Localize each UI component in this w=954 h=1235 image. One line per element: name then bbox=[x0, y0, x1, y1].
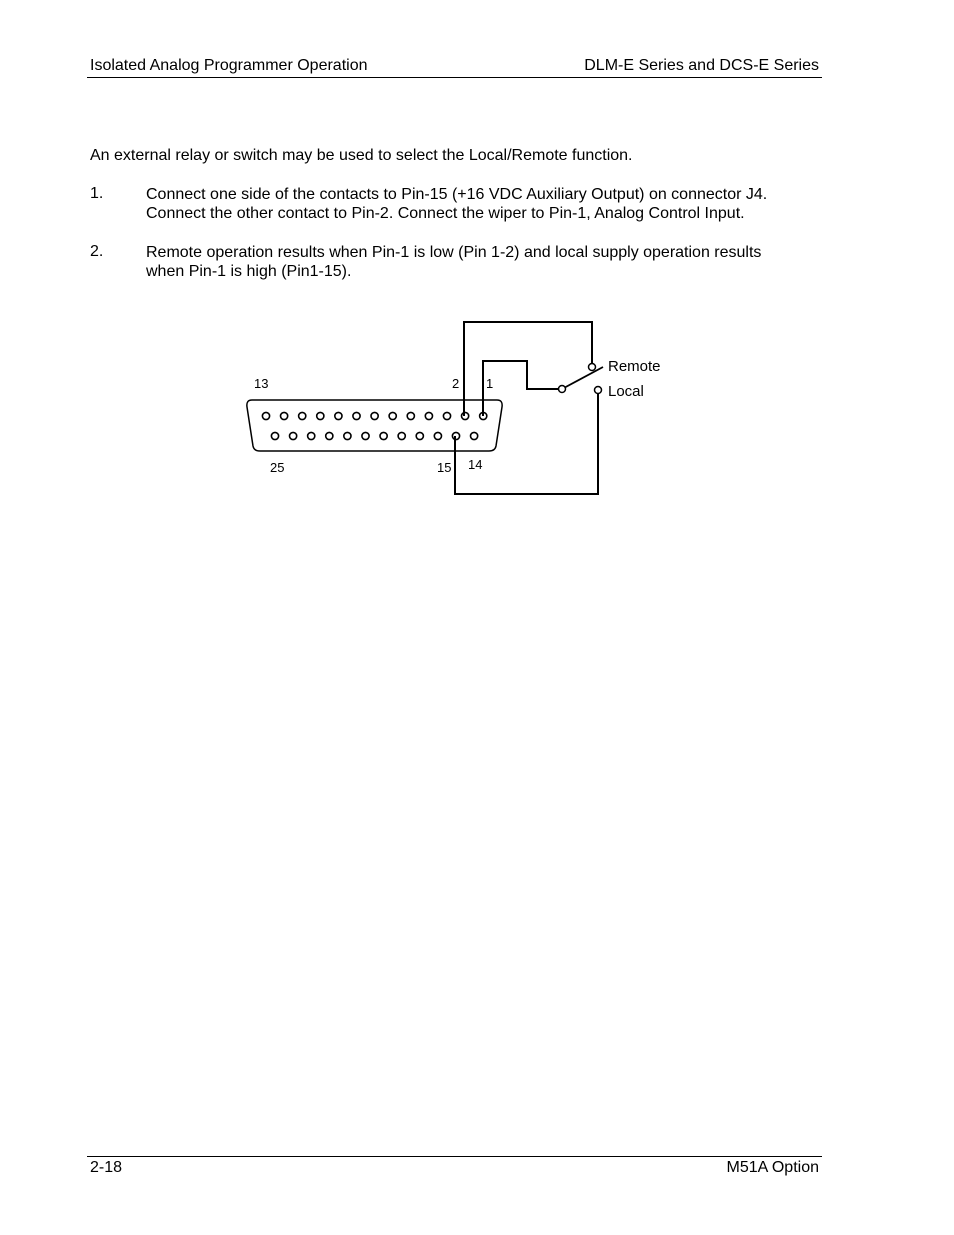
connector-pin bbox=[371, 412, 378, 419]
connector-pin bbox=[389, 412, 396, 419]
connector-pin bbox=[362, 432, 369, 439]
footer-rule bbox=[87, 1156, 822, 1157]
connector-pin bbox=[335, 412, 342, 419]
connector-pin bbox=[317, 412, 324, 419]
switch-local-contact bbox=[595, 387, 602, 394]
connector-pin bbox=[380, 432, 387, 439]
pin-label-14: 14 bbox=[468, 457, 483, 472]
connector-pin bbox=[398, 432, 405, 439]
connector-pin bbox=[471, 432, 478, 439]
connector-pin bbox=[353, 412, 360, 419]
pin-label-13: 13 bbox=[254, 376, 269, 391]
pin-label-25: 25 bbox=[270, 460, 285, 475]
connector-pin-row-top bbox=[262, 412, 486, 419]
pin-label-15: 15 bbox=[437, 460, 452, 475]
switch-wiper-arm bbox=[562, 367, 603, 389]
switch-label-local: Local bbox=[608, 383, 644, 400]
connector-pin bbox=[299, 412, 306, 419]
connector-pin bbox=[407, 412, 414, 419]
connector-pin bbox=[326, 432, 333, 439]
switch-wiper-terminal bbox=[559, 386, 566, 393]
wire-pin1-to-wiper bbox=[483, 361, 562, 416]
connector-pin bbox=[416, 432, 423, 439]
step-line: when Pin-1 is high (Pin1-15). bbox=[146, 263, 352, 280]
switch-label-remote: Remote bbox=[608, 358, 661, 375]
step-line: Connect one side of the contacts to Pin-15 (+16 VDC Auxiliary Output) on connector J4. bbox=[146, 186, 768, 203]
wire-pin15-to-local bbox=[455, 394, 598, 494]
connector-pin bbox=[443, 412, 450, 419]
connector-pin bbox=[462, 412, 469, 419]
connector-pin bbox=[308, 432, 315, 439]
header-title-right: DLM-E Series and DCS-E Series bbox=[584, 57, 819, 74]
connector-pin bbox=[290, 432, 297, 439]
connector-pin bbox=[425, 412, 432, 419]
intro-paragraph: An external relay or switch may be used to select the Local/Remote function. bbox=[90, 147, 633, 164]
pin-label-1: 1 bbox=[486, 376, 494, 391]
switch-remote-contact bbox=[589, 364, 596, 371]
step-number: 1. bbox=[90, 185, 104, 202]
step-line: Connect the other contact to Pin-2. Connect the wiper to Pin-1, Analog Control Input. bbox=[146, 205, 745, 222]
step-line: Remote operation results when Pin-1 is low (Pin 1-2) and local supply operation results bbox=[146, 244, 762, 261]
connector-pin bbox=[434, 432, 441, 439]
connector-pin bbox=[281, 412, 288, 419]
wiring-diagram bbox=[0, 0, 954, 560]
connector-pin bbox=[262, 412, 269, 419]
pin-label-2: 2 bbox=[452, 376, 460, 391]
header-title-left: Isolated Analog Programmer Operation bbox=[90, 57, 368, 74]
footer-option-name: M51A Option bbox=[726, 1159, 819, 1176]
connector-pin-row-bottom bbox=[271, 432, 477, 439]
connector-pin bbox=[271, 432, 278, 439]
footer-page-number: 2-18 bbox=[90, 1159, 123, 1176]
step-number: 2. bbox=[90, 243, 104, 260]
connector-pin bbox=[344, 432, 351, 439]
